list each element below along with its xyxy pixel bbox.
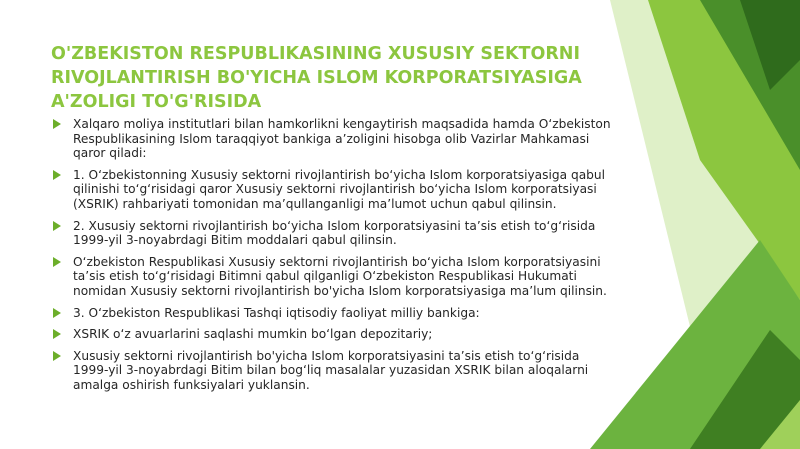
list-item xyxy=(53,168,613,212)
list-item xyxy=(53,327,613,342)
list-item-text: 1. O‘zbekistonning Xususiy sektorni rivojlantirish bo‘yicha Islom korporatsiyasiga qabul qilinishi to‘g‘risidagi qaror Xususiy sektorni rivojlantirish bo‘yicha Islom korporatsiyasi (XSRIK) rahbariyati tomonidan ma’qullanganligi ma’lumot uchun qabul qilinsin. xyxy=(73,167,606,211)
list-item-text: 2. Xususiy sektorni rivojlantirish bo‘yicha Islom korporatsiyasini ta’sis etish to‘g‘risida 1999-yil 3-noyabrdagi Bitim moddalari qabul qilinsin. xyxy=(73,218,596,248)
list-item-text: Xususiy sektorni rivojlantirish bo'yicha Islom korporatsiyasini ta’sis etish to‘g‘risida 1999-yil 3-noyabrdagi Bitim bilan bog‘liq masalalar yuzasidan XSRIK bilan aloqalarni amalga oshirish funksiyalari yuklansin. xyxy=(73,348,589,392)
list-item-text: XSRIK o‘z avuarlarini saqlashi mumkin bo‘lgan depozitariy; xyxy=(73,327,433,342)
list-item xyxy=(53,255,613,299)
list-item-text: 3. O‘zbekiston Respublikasi Tashqi iqtisodiy faoliyat milliy bankiga: xyxy=(73,305,480,320)
list-item-text: Xalqaro moliya institutlari bilan hamkorlikni kengaytirish maqsadida hamda O‘zbekiston Respublikasining Islom taraqqiyot bankiga a’zoligini hisobga olib Vazirlar Mahkamasi qaror qiladi: xyxy=(73,117,611,161)
triangle-bullet-icon xyxy=(53,329,61,339)
list-item xyxy=(53,219,613,248)
list-item-text: O‘zbekiston Respublikasi Xususiy sektorni rivojlantirish bo‘yicha Islom korporatsiyasini ta’sis etish to‘g‘risidagi Bitimni qabul qilganligi O‘zbekiston Respublikasi Hukumati nomidan Xususiy sektorni rivojlantirish bo'yicha Islom korporatsiyasiga ma’lum qilinsin. xyxy=(73,254,607,298)
slide-title: O'ZBEKISTON RESPUBLIKASINING XUSUSIY SEKTORNI RIVOJLANTIRISH BO'YICHA ISLOM KORPORATSIYASIGA A'ZOLIGI TO'G'RISIDA xyxy=(51,44,582,112)
triangle-bullet-icon xyxy=(53,308,61,318)
triangle-bullet-icon xyxy=(53,351,61,361)
bullet-list xyxy=(53,117,613,400)
triangle-bullet-icon xyxy=(53,170,61,180)
list-item xyxy=(53,349,613,393)
list-item xyxy=(53,117,613,161)
list-item xyxy=(53,306,613,321)
triangle-bullet-icon xyxy=(53,221,61,231)
triangle-bullet-icon xyxy=(53,257,61,267)
triangle-bullet-icon xyxy=(53,119,61,129)
